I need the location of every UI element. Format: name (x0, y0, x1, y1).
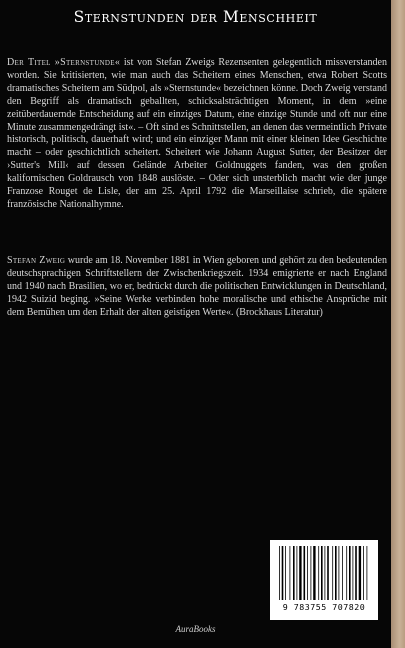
description-text: ist von Stefan Zweigs Rezensenten gelegentlich missverstanden worden. Sie kritisierten, wie man auch das Scheitern eines Menschen, etwa Robert Scotts dramatisches Scheitern am Südpol, als »Sternstunde« bezeichnen könne. Doch Zweig verstand den Begriff als dramatisch geballten, schicksalsträchtigen Moment, in dem »eine zeitüberdauernde Entscheidung auf ein einziges Datum, eine einzige Stunde und oft nur eine Minute zusammengedrängt ist«. – Oft sind es Schnittstellen, an denen das vermeintlich Private historisch, politisch, dauerhaft wird; und ein einziger Mann mit einer kleinen Idee Geschichte macht – oder geschichtlich scheitert. Scheitert wie Johann August Sutter, der Besitzer der ›Sutter's Mill‹ auf dessen Gelände Arbeiter Goldnuggets fanden, was den großen kalifornischen Goldrausch von 1848 auslöste. – Oder sich unsterblich macht wie der junge Franzose Rouget de Lisle, der am 25. April 1792 die Marseillaise schrieb, die spätere französische Nationalhymne. (7, 57, 387, 210)
barcode-icon (278, 546, 370, 600)
author-bio-paragraph (7, 255, 387, 320)
cover-title: Sternstunden der Menschheit (73, 8, 318, 26)
author-name: Stefan Zweig (7, 255, 66, 266)
spine-edge (391, 0, 405, 648)
description-lead: Der Titel »Sternstunde« (7, 57, 121, 68)
author-bio-text: wurde am 18. November 1881 in Wien geboren und gehört zu den bedeutenden deutschsprachigen Schriftstellern der Zwischenkriegszeit. 1934 emigrierte er nach England und 1940 nach Brasilien, wo er, bedrückt durch die politischen Entwicklungen in Deutschland, 1942 Suizid beging. »Seine Werke verbinden hohe moralische und ethische Ansprüche mit dem Bemühen um den Erhalt der alten geistigen Werte«. (Brockhaus Literatur) (7, 255, 387, 318)
description-paragraph (7, 57, 387, 212)
isbn-number: 9 783755 707820 (282, 602, 366, 612)
isbn-barcode (270, 540, 378, 620)
publisher-logo: AuraBooks (175, 624, 216, 634)
